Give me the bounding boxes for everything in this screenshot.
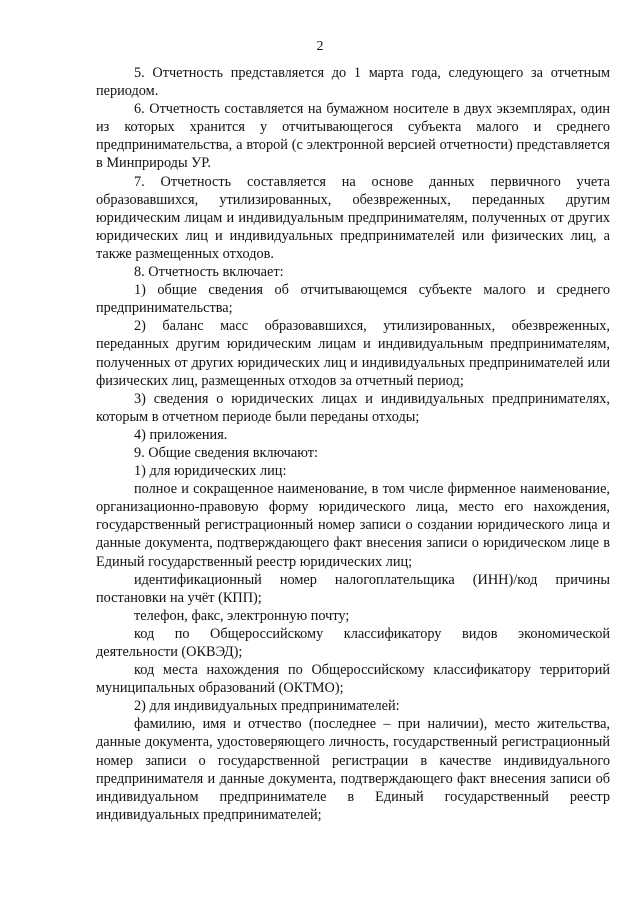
legal-entity-name-details: полное и сокращенное наименование, в том числе фирменное наименование, организационно-правовую форму юридического лица, место его нахождения, государственный регистрационный номер записи о создании юридического лица и данные документа, подтверждающего факт внесения записи о юридическом лице в Единый государственный реестр юридических лиц; bbox=[96, 481, 610, 570]
document-body bbox=[96, 64, 610, 824]
paragraph-9-item-1: 1) для юридических лиц: bbox=[134, 463, 287, 480]
legal-entity-inn-kpp: идентификационный номер налогоплательщика (ИНН)/код причины постановки на учёт (КПП); bbox=[96, 571, 610, 606]
paragraph-8-item-1: 1) общие сведения об отчитывающемся субъекте малого и среднего предпринимательства; bbox=[96, 282, 610, 317]
legal-entity-oktmo: код места нахождения по Общероссийскому классификатору территорий муниципальных образований (ОКТМО); bbox=[96, 662, 610, 697]
paragraph-6: 6. Отчетность составляется на бумажном носителе в двух экземплярах, один из которых хранится у отчитывающегося субъекта малого и среднего предпринимательства, а второй (с электронной версией отчетности) представляется в Минприроды УР. bbox=[96, 101, 610, 172]
legal-entity-contacts: телефон, факс, электронную почту; bbox=[134, 607, 350, 624]
paragraph-8-item-2: 2) баланс масс образовавшихся, утилизированных, обезвреженных, переданных другим юридическим лицам и индивидуальным предпринимателям, полученных от других юридических лиц и индивидуальных предпринимателей или физических лиц, размещенных отходов за отчетный период; bbox=[96, 318, 610, 389]
paragraph-9: 9. Общие сведения включают: bbox=[134, 444, 318, 461]
paragraph-7: 7. Отчетность составляется на основе данных первичного учета образовавшихся, утилизированных, обезвреженных, переданных другим юридическим лицам и индивидуальным предпринимателям, полученных от других юридических лиц и индивидуальных предпринимателей или физических лиц, а также размещенных отходов. bbox=[96, 173, 610, 262]
legal-entity-okved: код по Общероссийскому классификатору видов экономической деятельности (ОКВЭД); bbox=[96, 625, 610, 660]
individual-entrepreneur-details: фамилию, имя и отчество (последнее – при наличии), место жительства, данные документа, удостоверяющего личность, государственный регистрационный номер записи о государственной регистрации в качестве индивидуального предпринимателя и данные документа, подтверждающего факт внесения записи об индивидуальном предпринимателе в Единый государственный реестр индивидуальных предпринимателей; bbox=[96, 716, 610, 823]
paragraph-8-item-3: 3) сведения о юридических лицах и индивидуальных предпринимателях, которым в отчетном периоде были переданы отходы; bbox=[96, 390, 610, 425]
page-number: 2 bbox=[316, 39, 324, 54]
paragraph-5: 5. Отчетность представляется до 1 марта года, следующего за отчетным периодом. bbox=[96, 65, 610, 100]
paragraph-8: 8. Отчетность включает: bbox=[134, 264, 284, 281]
paragraph-8-item-4: 4) приложения. bbox=[134, 426, 228, 443]
paragraph-9-item-2: 2) для индивидуальных предпринимателей: bbox=[134, 698, 400, 715]
